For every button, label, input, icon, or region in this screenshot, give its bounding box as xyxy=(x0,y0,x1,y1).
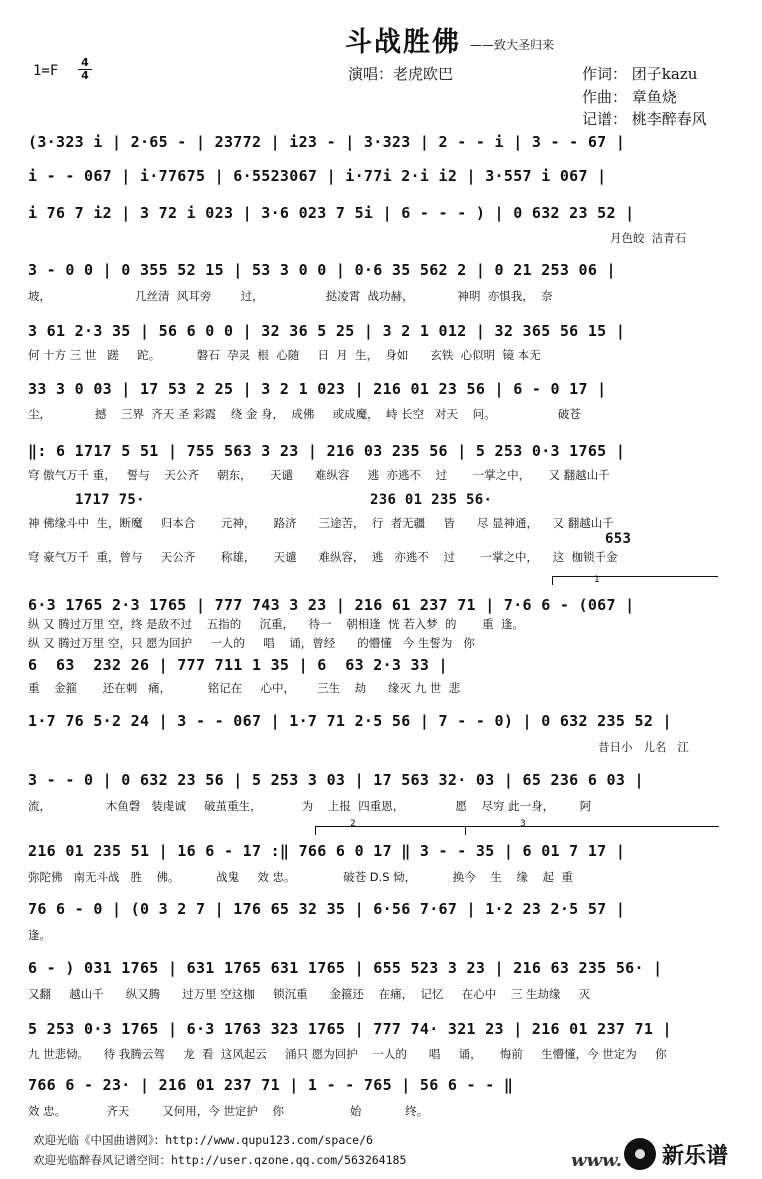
notation-variant: 1717 75· xyxy=(75,492,145,508)
ending-bracket-3 xyxy=(465,826,719,827)
lyric-line: 重 金箍 还在刺 痛， 铭记在 心中， 三生 劫 缘灭 九 世 悲 xyxy=(28,681,461,695)
lyric-line: 月色皎 洁青石 xyxy=(610,231,687,245)
lyric-line: 纵 又 腾过万里 空，终 是敌不过 五指的 沉重， 待一 朝相逢 恍 若入梦 的 重 逢。 xyxy=(28,617,524,631)
vinyl-disc-icon xyxy=(624,1138,656,1170)
ending-number: 3 xyxy=(520,819,526,829)
watermark-text: www. xyxy=(571,1150,622,1171)
lyric-line: 弥陀佛 南无斗战 胜 佛。 战鬼 效 忠。 破苍 D.S 恸， 换今 生 缘 起 重 xyxy=(28,870,573,884)
notation-line: i - - 067 | i·77675 | 6·5523067 | i·77i 2·i i2 | 3·557 i 067 | xyxy=(28,167,607,185)
footer-link-qupu[interactable]: 欢迎光临《中国曲谱网》：http://www.qupu123.com/space/6 xyxy=(33,1133,373,1147)
notation-line: 76 6 - 0 | (0 3 2 7 | 176 65 32 35 | 6·56 7·67 | 1·2 23 2·5 57 | xyxy=(28,900,626,918)
lyric-line: 穹 傲气万千 重， 誓与 天公齐 朝东， 天谴 难纵容 逃 亦逃不 过 一掌之中， 又 翻越山千 xyxy=(28,468,610,482)
notation-line: 216 01 235 51 | 16 6 - 17 :‖ 766 6 0 17 ‖ 3 - - 35 | 6 01 7 17 | xyxy=(28,842,626,860)
meter-bottom: 4 xyxy=(81,69,89,82)
notation-line: 33 3 0 03 | 17 53 2 25 | 3 2 1 023 | 216 01 23 56 | 6 - 0 17 | xyxy=(28,380,607,398)
footer-link-qzone[interactable]: 欢迎光临醉春风记谱空间：http://user.qzone.qq.com/563264185 xyxy=(33,1153,407,1167)
notation-line: 6·3 1765 2·3 1765 | 777 743 3 23 | 216 61 237 71 | 7·6 6 - (067 | xyxy=(28,596,635,614)
song-title: 斗战胜佛 xyxy=(345,27,461,58)
notation-variant: 653 xyxy=(605,531,632,547)
ending-bracket-tick xyxy=(552,576,553,585)
notation-line: 3 - - 0 | 0 632 23 56 | 5 253 3 03 | 17 563 32· 03 | 65 236 6 03 | xyxy=(28,771,644,789)
transcriber-credit: 记谱： 桃李醉春风 xyxy=(582,110,707,128)
ending-number: 2 xyxy=(350,819,356,829)
notation-line: ‖: 6 1717 5 51 | 755 563 3 23 | 216 03 235 56 | 5 253 0·3 1765 | xyxy=(28,442,626,460)
ending-bracket-2 xyxy=(315,826,485,827)
notation-variant: 236 01 235 56· xyxy=(370,492,493,508)
lyric-line: 九 世悲恸。 待 我腾云驾 龙 看 这风起云 涌只 愿为回护 一人的 唱 诵， 悔前 生懵懂，今 世定为 你 xyxy=(28,1047,667,1061)
notation-line: 6 63 232 26 | 777 711 1 35 | 6 63 2·3 33 | xyxy=(28,656,448,674)
lyric-line: 效 忠。 齐天 又何用，今 世定护 你 始 终。 xyxy=(28,1104,429,1118)
lyric-line: 流， 木鱼磬 装虔诚 破茧重生， 为 上报 四重恩， 愿 尽穷 此一身， 阿 xyxy=(28,799,592,813)
lyric-line: 坡， 几丝清 风耳旁 过， 挞凌霄 战功赫， 神明 亦惧我， 奈 xyxy=(28,289,553,303)
ending-bracket-tick xyxy=(465,826,466,835)
logo-text: 新乐谱 xyxy=(662,1143,729,1169)
notation-line: 3 61 2·3 35 | 56 6 0 0 | 32 36 5 25 | 3 2 1 012 | 32 365 56 15 | xyxy=(28,322,626,340)
composer-credit: 作曲： 章鱼烧 xyxy=(582,88,677,106)
lyric-line: 何 十方 三 世 蹉 跎。 磐石 孕灵 根 心随 日 月 生， 身如 玄铁 心似明 镜 本无 xyxy=(28,348,541,362)
ending-bracket-tick xyxy=(315,826,316,835)
lyric-line: 昔日小 儿名 江 xyxy=(598,740,689,754)
ending-number: 1 xyxy=(594,575,600,585)
performer-credit: 演唱：老虎欧巴 xyxy=(348,65,454,83)
key-signature: 1=F xyxy=(33,63,59,79)
lyric-line: 穹 豪气万千 重，曾与 天公齐 称雄， 天谴 难纵容， 逃 亦逃不 过 一掌之中， 这 枷锁千金 xyxy=(28,550,618,564)
site-logo xyxy=(624,1135,754,1173)
time-signature xyxy=(78,57,92,82)
song-subtitle: ——致大圣归来 xyxy=(470,38,555,52)
notation-line: 5 253 0·3 1765 | 6·3 1763 323 1765 | 777 74· 321 23 | 216 01 237 71 | xyxy=(28,1020,672,1038)
notation-line: 6 - ) 031 1765 | 631 1765 631 1765 | 655 523 3 23 | 216 63 235 56· | xyxy=(28,959,663,977)
meter-top: 4 xyxy=(78,57,92,70)
notation-line: 3 - 0 0 | 0 355 52 15 | 53 3 0 0 | 0·6 35 562 2 | 0 21 253 06 | xyxy=(28,261,616,279)
notation-line: (3·323 i | 2·65 - | 23772 | i23 - | 3·323 | 2 - - i | 3 - - 67 | xyxy=(28,133,626,151)
lyric-line: 尘， 撼 三界 齐天 圣 彩霞 绕 金 身， 成佛 或成魔， 峙 长空 对天 问。 破苍 xyxy=(28,407,581,421)
lyricist-credit: 作词： 团子kazu xyxy=(582,65,698,83)
lyric-line: 纵 又 腾过万里 空，只 愿为回护 一人的 唱 诵，曾经 的懵懂 今 生誓为 你 xyxy=(28,636,475,650)
lyric-line: 神 佛缘斗中 生，断魔 归本合 元神， 路济 三途苦， 行 者无疆 皆 尽 显神通， 又 翻越山千 xyxy=(28,516,614,530)
lyric-line: 逢。 xyxy=(28,928,51,942)
notation-line: 1·7 76 5·2 24 | 3 - - 067 | 1·7 71 2·5 56 | 7 - - 0) | 0 632 235 52 | xyxy=(28,712,672,730)
notation-line: i 76 7 i2 | 3 72 i 023 | 3·6 023 7 5i | 6 - - - ) | 0 632 23 52 | xyxy=(28,204,635,222)
notation-line: 766 6 - 23· | 216 01 237 71 | 1 - - 765 | 56 6 - - ‖ xyxy=(28,1076,514,1094)
ending-bracket-1 xyxy=(552,576,718,577)
lyric-line: 又翻 越山千 纵又腾 过万里 空这枷 锁沉重 金箍还 在痛， 记忆 在心中 三 生劫缘 灭 xyxy=(28,987,591,1001)
